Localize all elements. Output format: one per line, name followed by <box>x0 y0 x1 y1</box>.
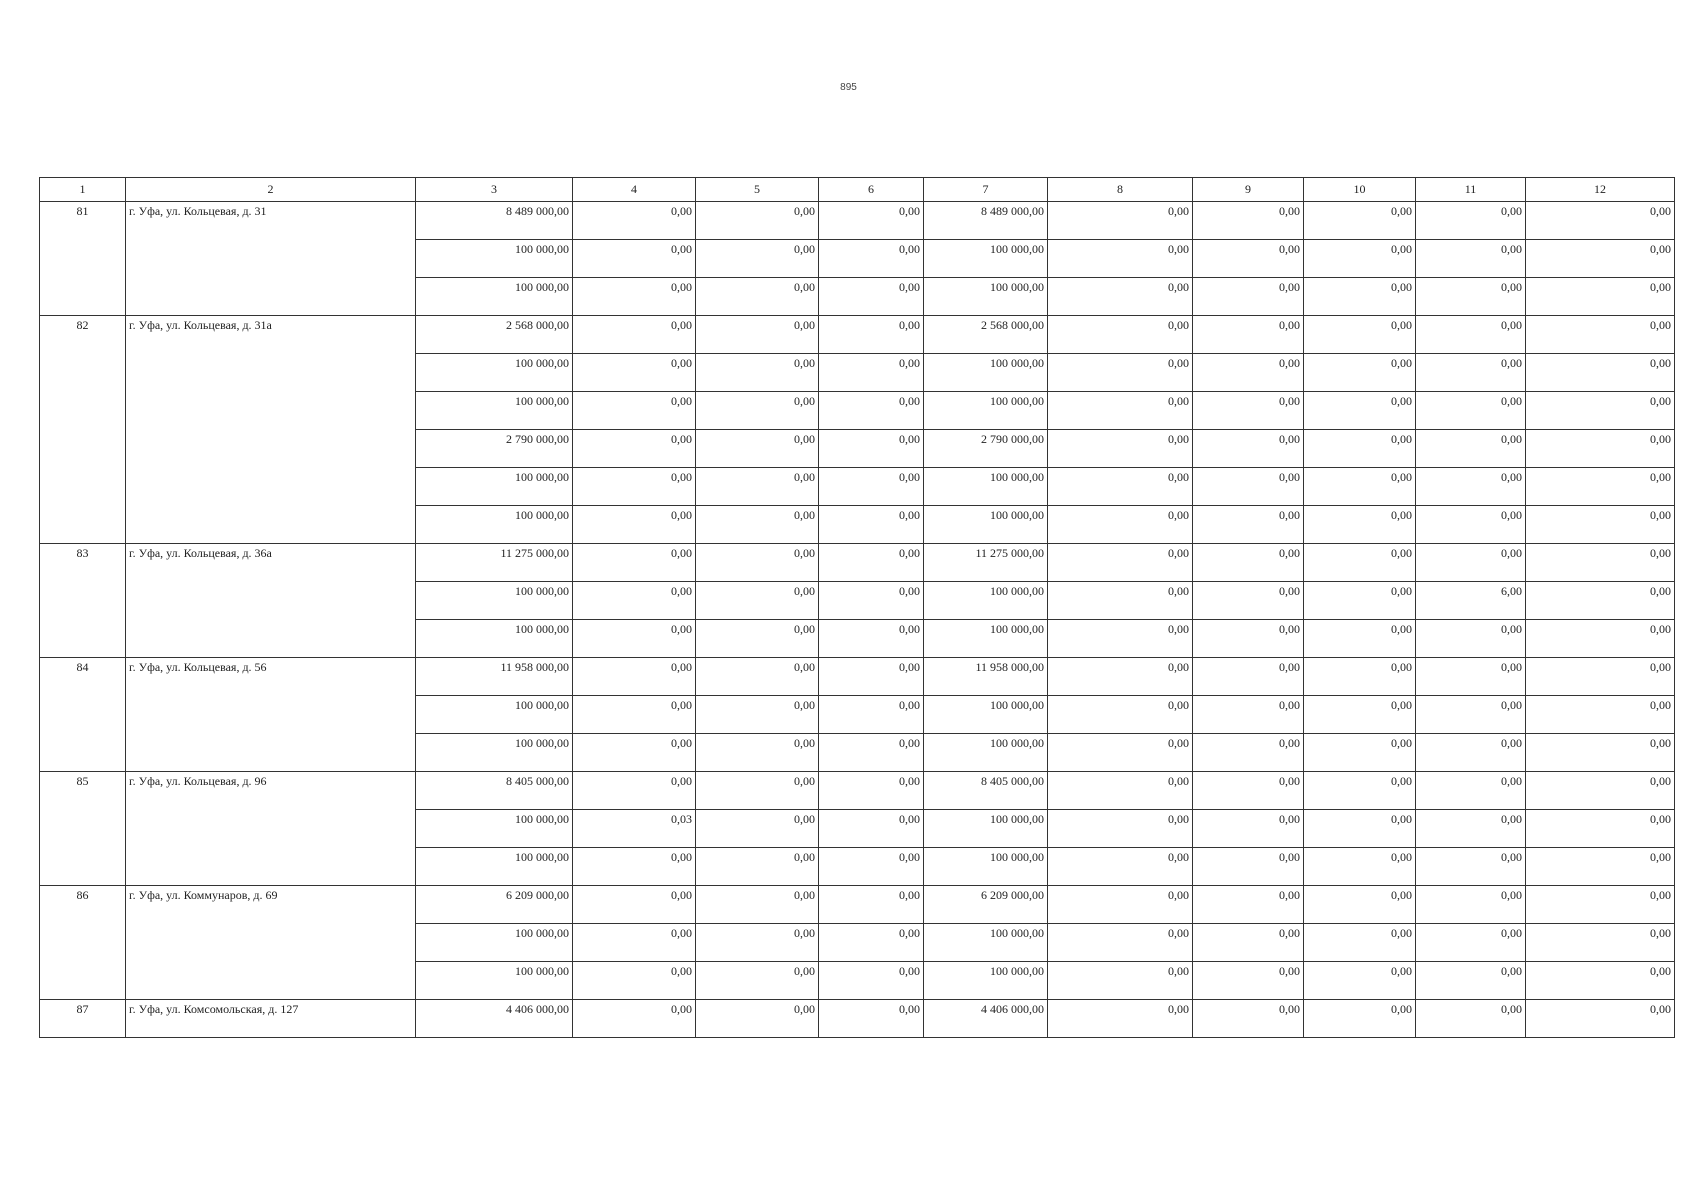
amount-cell: 11 275 000,00 <box>924 544 1048 582</box>
amount-cell: 0,00 <box>1048 354 1193 392</box>
amount-cell: 100 000,00 <box>416 696 573 734</box>
amount-cell: 0,00 <box>696 316 819 354</box>
amount-cell: 0,00 <box>819 620 924 658</box>
amount-cell: 0,00 <box>573 544 696 582</box>
amount-cell: 0,00 <box>1193 544 1304 582</box>
column-header: 1 <box>40 178 126 202</box>
amount-cell: 2 568 000,00 <box>924 316 1048 354</box>
amount-cell: 0,00 <box>1416 468 1526 506</box>
amount-cell: 0,00 <box>696 886 819 924</box>
amount-cell: 0,00 <box>1304 430 1416 468</box>
amount-cell: 100 000,00 <box>416 582 573 620</box>
amount-cell: 0,00 <box>1193 848 1304 886</box>
amount-cell: 2 790 000,00 <box>924 430 1048 468</box>
amount-cell: 0,00 <box>573 962 696 1000</box>
amount-cell: 100 000,00 <box>416 810 573 848</box>
amount-cell: 100 000,00 <box>924 506 1048 544</box>
amount-cell: 8 489 000,00 <box>924 202 1048 240</box>
amount-cell: 0,00 <box>696 392 819 430</box>
amount-cell: 0,00 <box>1526 886 1675 924</box>
amount-cell: 0,00 <box>819 202 924 240</box>
amount-cell: 0,00 <box>1416 810 1526 848</box>
amount-cell: 0,00 <box>573 468 696 506</box>
amount-cell: 0,00 <box>1526 658 1675 696</box>
amount-cell: 6 209 000,00 <box>924 886 1048 924</box>
amount-cell: 0,00 <box>1526 354 1675 392</box>
amount-cell: 0,00 <box>1304 772 1416 810</box>
amount-cell: 8 489 000,00 <box>416 202 573 240</box>
amount-cell: 0,00 <box>696 734 819 772</box>
amount-cell: 0,00 <box>1304 810 1416 848</box>
amount-cell: 0,00 <box>696 620 819 658</box>
amount-cell: 0,00 <box>1304 848 1416 886</box>
amount-cell: 0,00 <box>1048 848 1193 886</box>
amount-cell: 0,00 <box>1193 658 1304 696</box>
table-row <box>40 202 1675 240</box>
amount-cell: 0,00 <box>1526 544 1675 582</box>
amount-cell: 0,00 <box>819 354 924 392</box>
amount-cell: 0,00 <box>1416 278 1526 316</box>
column-header: 7 <box>924 178 1048 202</box>
amount-cell: 0,00 <box>696 240 819 278</box>
amount-cell: 100 000,00 <box>924 924 1048 962</box>
amount-cell: 0,00 <box>696 278 819 316</box>
address-cell: г. Уфа, ул. Кольцевая, д. 36а <box>126 544 416 658</box>
amount-cell: 0,00 <box>1304 202 1416 240</box>
amount-cell: 0,00 <box>1416 354 1526 392</box>
amount-cell: 0,00 <box>1416 392 1526 430</box>
amount-cell: 0,00 <box>573 734 696 772</box>
row-number: 84 <box>40 658 126 772</box>
amount-cell: 100 000,00 <box>416 962 573 1000</box>
amount-cell: 0,00 <box>696 468 819 506</box>
amount-cell: 0,00 <box>1193 354 1304 392</box>
amount-cell: 0,00 <box>1304 278 1416 316</box>
amount-cell: 0,00 <box>1416 658 1526 696</box>
amount-cell: 0,00 <box>1048 924 1193 962</box>
amount-cell: 0,00 <box>819 924 924 962</box>
amount-cell: 0,00 <box>1304 354 1416 392</box>
amount-cell: 0,00 <box>819 278 924 316</box>
amount-cell: 0,00 <box>1048 582 1193 620</box>
amount-cell: 0,00 <box>1526 240 1675 278</box>
amount-cell: 0,00 <box>1193 240 1304 278</box>
address-cell: г. Уфа, ул. Кольцевая, д. 96 <box>126 772 416 886</box>
amount-cell: 100 000,00 <box>416 468 573 506</box>
table-body <box>40 178 1675 1038</box>
amount-cell: 0,00 <box>1416 430 1526 468</box>
amount-cell: 100 000,00 <box>416 278 573 316</box>
amount-cell: 0,00 <box>1304 658 1416 696</box>
amount-cell: 0,00 <box>1048 886 1193 924</box>
amount-cell: 0,00 <box>696 810 819 848</box>
amount-cell: 0,00 <box>573 430 696 468</box>
page-number: 895 <box>840 82 857 93</box>
amount-cell: 0,00 <box>1416 202 1526 240</box>
amount-cell: 0,00 <box>1193 1000 1304 1038</box>
amount-cell: 0,00 <box>1048 1000 1193 1038</box>
amount-cell: 100 000,00 <box>924 810 1048 848</box>
amount-cell: 0,00 <box>1048 658 1193 696</box>
amount-cell: 0,00 <box>1526 1000 1675 1038</box>
amount-cell: 0,00 <box>1304 962 1416 1000</box>
amount-cell: 0,00 <box>696 430 819 468</box>
column-header: 3 <box>416 178 573 202</box>
column-header: 4 <box>573 178 696 202</box>
amount-cell: 0,00 <box>1193 202 1304 240</box>
amount-cell: 100 000,00 <box>924 392 1048 430</box>
amount-cell: 0,00 <box>819 772 924 810</box>
amount-cell: 0,00 <box>1193 924 1304 962</box>
amount-cell: 0,00 <box>1304 392 1416 430</box>
amount-cell: 0,00 <box>1416 316 1526 354</box>
amount-cell: 0,00 <box>573 620 696 658</box>
amount-cell: 0,00 <box>1526 924 1675 962</box>
row-number: 81 <box>40 202 126 316</box>
amount-cell: 100 000,00 <box>924 468 1048 506</box>
table-row <box>40 772 1675 810</box>
amount-cell: 100 000,00 <box>416 240 573 278</box>
amount-cell: 0,00 <box>1193 696 1304 734</box>
amount-cell: 0,00 <box>1304 696 1416 734</box>
row-number: 82 <box>40 316 126 544</box>
amount-cell: 4 406 000,00 <box>416 1000 573 1038</box>
row-number: 85 <box>40 772 126 886</box>
amount-cell: 0,00 <box>573 696 696 734</box>
amount-cell: 0,00 <box>1193 734 1304 772</box>
amount-cell: 0,00 <box>1526 506 1675 544</box>
amount-cell: 2 790 000,00 <box>416 430 573 468</box>
amount-cell: 0,00 <box>696 848 819 886</box>
amount-cell: 11 958 000,00 <box>416 658 573 696</box>
table-row <box>40 658 1675 696</box>
amount-cell: 100 000,00 <box>416 734 573 772</box>
amount-cell: 0,00 <box>1048 734 1193 772</box>
amount-cell: 0,00 <box>1048 544 1193 582</box>
amount-cell: 100 000,00 <box>924 696 1048 734</box>
column-header: 5 <box>696 178 819 202</box>
table-header-row <box>40 178 1675 202</box>
amount-cell: 0,00 <box>573 278 696 316</box>
amount-cell: 0,00 <box>573 582 696 620</box>
amount-cell: 0,00 <box>696 924 819 962</box>
amount-cell: 100 000,00 <box>924 240 1048 278</box>
amount-cell: 0,00 <box>696 544 819 582</box>
amount-cell: 0,00 <box>1304 620 1416 658</box>
amount-cell: 0,00 <box>573 658 696 696</box>
amount-cell: 0,00 <box>696 962 819 1000</box>
amount-cell: 100 000,00 <box>924 354 1048 392</box>
amount-cell: 6 209 000,00 <box>416 886 573 924</box>
column-header: 8 <box>1048 178 1193 202</box>
amount-cell: 0,00 <box>1416 772 1526 810</box>
amount-cell: 0,00 <box>1526 620 1675 658</box>
amount-cell: 0,00 <box>1193 468 1304 506</box>
amount-cell: 0,00 <box>573 506 696 544</box>
amount-cell: 0,00 <box>819 468 924 506</box>
amount-cell: 0,00 <box>1526 202 1675 240</box>
amount-cell: 0,00 <box>819 810 924 848</box>
amount-cell: 0,00 <box>696 506 819 544</box>
row-number: 83 <box>40 544 126 658</box>
amount-cell: 100 000,00 <box>416 848 573 886</box>
amount-cell: 0,00 <box>819 506 924 544</box>
amount-cell: 0,00 <box>1193 278 1304 316</box>
amount-cell: 100 000,00 <box>924 620 1048 658</box>
amount-cell: 0,00 <box>819 316 924 354</box>
amount-cell: 0,00 <box>1526 430 1675 468</box>
amount-cell: 0,00 <box>1193 886 1304 924</box>
column-header: 6 <box>819 178 924 202</box>
amount-cell: 0,00 <box>1526 848 1675 886</box>
amount-cell: 0,00 <box>1416 962 1526 1000</box>
amount-cell: 0,00 <box>1304 506 1416 544</box>
amount-cell: 0,00 <box>1526 316 1675 354</box>
amount-cell: 0,00 <box>696 1000 819 1038</box>
amount-cell: 0,00 <box>696 772 819 810</box>
amount-cell: 0,00 <box>573 392 696 430</box>
amount-cell: 0,00 <box>573 886 696 924</box>
address-cell: г. Уфа, ул. Кольцевая, д. 31 <box>126 202 416 316</box>
amount-cell: 0,00 <box>573 240 696 278</box>
amount-cell: 0,00 <box>1304 924 1416 962</box>
amount-cell: 0,00 <box>1048 316 1193 354</box>
amount-cell: 0,00 <box>819 962 924 1000</box>
amount-cell: 0,00 <box>1416 886 1526 924</box>
amount-cell: 100 000,00 <box>416 506 573 544</box>
table-row <box>40 886 1675 924</box>
amount-cell: 0,00 <box>1048 962 1193 1000</box>
amount-cell: 0,00 <box>819 848 924 886</box>
amount-cell: 0,00 <box>1193 316 1304 354</box>
amount-cell: 0,00 <box>573 202 696 240</box>
column-header: 9 <box>1193 178 1304 202</box>
row-number: 87 <box>40 1000 126 1038</box>
amount-cell: 0,00 <box>1416 924 1526 962</box>
address-cell: г. Уфа, ул. Кольцевая, д. 56 <box>126 658 416 772</box>
table-row <box>40 544 1675 582</box>
amount-cell: 0,00 <box>1193 810 1304 848</box>
amount-cell: 0,00 <box>1048 240 1193 278</box>
amount-cell: 0,00 <box>573 354 696 392</box>
amount-cell: 11 275 000,00 <box>416 544 573 582</box>
amount-cell: 100 000,00 <box>924 848 1048 886</box>
amount-cell: 0,00 <box>1416 620 1526 658</box>
amount-cell: 0,00 <box>819 696 924 734</box>
amount-cell: 0,00 <box>573 924 696 962</box>
amount-cell: 0,00 <box>1304 734 1416 772</box>
amount-cell: 4 406 000,00 <box>924 1000 1048 1038</box>
amount-cell: 0,00 <box>1304 886 1416 924</box>
amount-cell: 2 568 000,00 <box>416 316 573 354</box>
amount-cell: 0,00 <box>1526 810 1675 848</box>
amount-cell: 0,00 <box>1526 582 1675 620</box>
amount-cell: 0,00 <box>573 772 696 810</box>
amount-cell: 0,00 <box>1048 620 1193 658</box>
amount-cell: 0,00 <box>573 1000 696 1038</box>
amount-cell: 0,00 <box>573 316 696 354</box>
amount-cell: 0,00 <box>1526 392 1675 430</box>
amount-cell: 100 000,00 <box>416 354 573 392</box>
amount-cell: 0,00 <box>696 354 819 392</box>
amount-cell: 0,00 <box>819 1000 924 1038</box>
row-number: 86 <box>40 886 126 1000</box>
amount-cell: 0,00 <box>1416 544 1526 582</box>
amount-cell: 0,00 <box>696 658 819 696</box>
column-header: 2 <box>126 178 416 202</box>
amount-cell: 0,00 <box>1304 468 1416 506</box>
amount-cell: 0,00 <box>1048 392 1193 430</box>
amount-cell: 0,00 <box>819 430 924 468</box>
amount-cell: 0,03 <box>573 810 696 848</box>
address-cell: г. Уфа, ул. Комсомольская, д. 127 <box>126 1000 416 1038</box>
amount-cell: 0,00 <box>696 582 819 620</box>
data-table <box>39 177 1675 1038</box>
amount-cell: 0,00 <box>573 848 696 886</box>
amount-cell: 100 000,00 <box>924 734 1048 772</box>
amount-cell: 0,00 <box>1193 506 1304 544</box>
amount-cell: 100 000,00 <box>416 924 573 962</box>
amount-cell: 0,00 <box>1416 506 1526 544</box>
amount-cell: 0,00 <box>1048 202 1193 240</box>
amount-cell: 0,00 <box>1193 582 1304 620</box>
amount-cell: 0,00 <box>1193 772 1304 810</box>
amount-cell: 0,00 <box>1416 240 1526 278</box>
amount-cell: 0,00 <box>1048 696 1193 734</box>
column-header: 10 <box>1304 178 1416 202</box>
amount-cell: 0,00 <box>1193 392 1304 430</box>
column-header: 11 <box>1416 178 1526 202</box>
amount-cell: 100 000,00 <box>924 962 1048 1000</box>
amount-cell: 0,00 <box>1048 506 1193 544</box>
amount-cell: 0,00 <box>696 202 819 240</box>
amount-cell: 11 958 000,00 <box>924 658 1048 696</box>
amount-cell: 100 000,00 <box>924 582 1048 620</box>
amount-cell: 0,00 <box>1304 582 1416 620</box>
table-row <box>40 316 1675 354</box>
amount-cell: 0,00 <box>1416 1000 1526 1038</box>
amount-cell: 0,00 <box>1416 696 1526 734</box>
amount-cell: 0,00 <box>1048 278 1193 316</box>
amount-cell: 0,00 <box>1048 772 1193 810</box>
amount-cell: 0,00 <box>1416 848 1526 886</box>
column-header: 12 <box>1526 178 1675 202</box>
amount-cell: 0,00 <box>1048 810 1193 848</box>
table-row <box>40 1000 1675 1038</box>
amount-cell: 0,00 <box>819 392 924 430</box>
amount-cell: 0,00 <box>1526 468 1675 506</box>
amount-cell: 0,00 <box>819 544 924 582</box>
amount-cell: 0,00 <box>1048 468 1193 506</box>
amount-cell: 0,00 <box>1526 278 1675 316</box>
amount-cell: 8 405 000,00 <box>416 772 573 810</box>
amount-cell: 0,00 <box>696 696 819 734</box>
amount-cell: 8 405 000,00 <box>924 772 1048 810</box>
amount-cell: 0,00 <box>819 582 924 620</box>
address-cell: г. Уфа, ул. Коммунаров, д. 69 <box>126 886 416 1000</box>
amount-cell: 100 000,00 <box>416 392 573 430</box>
amount-cell: 0,00 <box>1526 772 1675 810</box>
amount-cell: 0,00 <box>1416 734 1526 772</box>
amount-cell: 6,00 <box>1416 582 1526 620</box>
amount-cell: 0,00 <box>1526 962 1675 1000</box>
amount-cell: 0,00 <box>1048 430 1193 468</box>
amount-cell: 0,00 <box>1193 620 1304 658</box>
amount-cell: 0,00 <box>819 734 924 772</box>
amount-cell: 0,00 <box>1304 240 1416 278</box>
amount-cell: 0,00 <box>1193 430 1304 468</box>
amount-cell: 0,00 <box>819 886 924 924</box>
amount-cell: 0,00 <box>819 658 924 696</box>
amount-cell: 0,00 <box>1304 544 1416 582</box>
amount-cell: 100 000,00 <box>416 620 573 658</box>
amount-cell: 0,00 <box>1526 734 1675 772</box>
amount-cell: 0,00 <box>1304 316 1416 354</box>
amount-cell: 0,00 <box>1526 696 1675 734</box>
amount-cell: 100 000,00 <box>924 278 1048 316</box>
amount-cell: 0,00 <box>1193 962 1304 1000</box>
amount-cell: 0,00 <box>1304 1000 1416 1038</box>
address-cell: г. Уфа, ул. Кольцевая, д. 31а <box>126 316 416 544</box>
amount-cell: 0,00 <box>819 240 924 278</box>
